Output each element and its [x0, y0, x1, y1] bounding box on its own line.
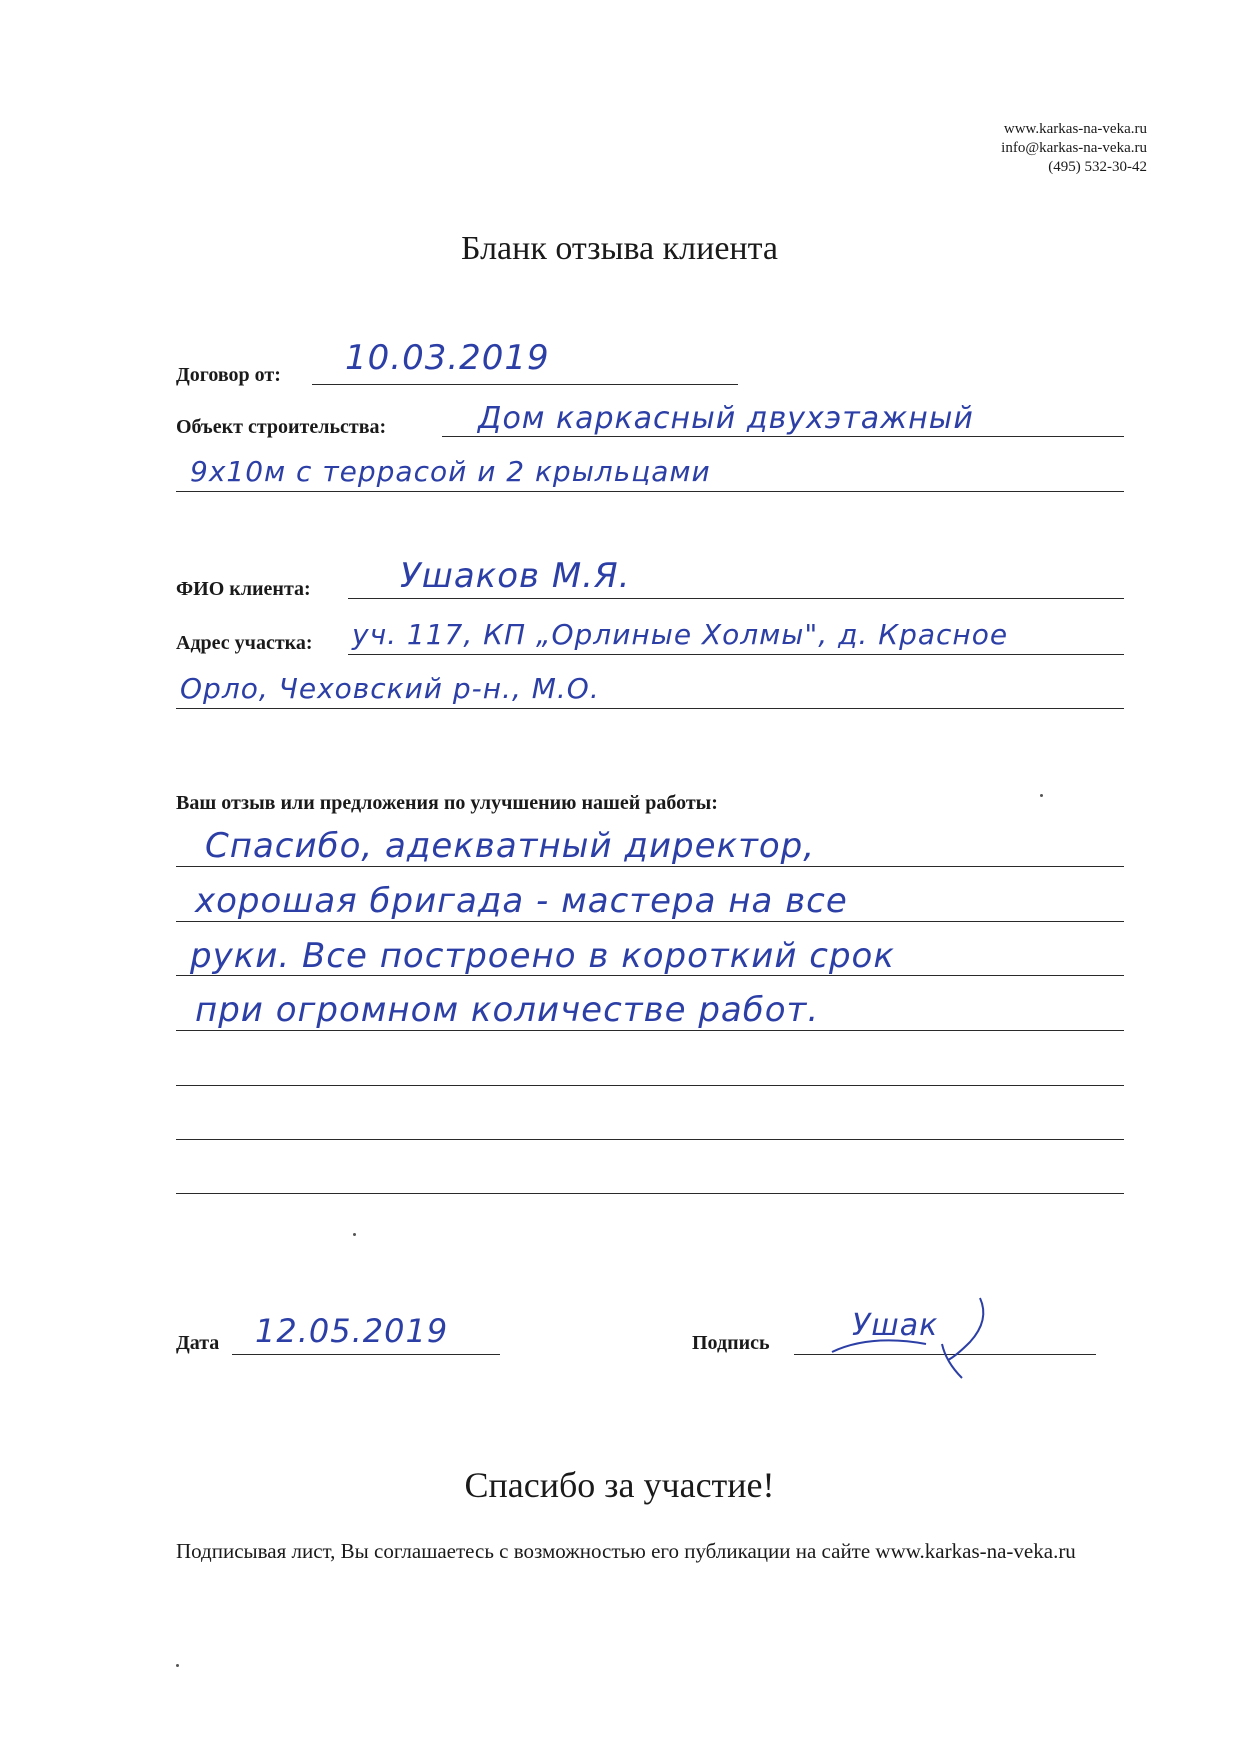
feedback-line-7 [176, 1193, 1124, 1194]
date-line [232, 1354, 500, 1355]
feedback-line-6 [176, 1139, 1124, 1140]
object-value-line2: 9х10м с террасой и 2 крыльцами [190, 455, 711, 488]
scan-speck [176, 1664, 179, 1667]
feedback-line-5 [176, 1085, 1124, 1086]
object-line-1 [442, 436, 1124, 437]
client-label: ФИО клиента: [176, 578, 311, 600]
feedback-text-line: Спасибо, адекватный директор, [205, 826, 816, 866]
client-name-value: Ушаков М.Я. [400, 556, 631, 596]
page-title: Бланк отзыва клиента [461, 230, 778, 267]
feedback-text-line: хорошая бригада - мастера на все [195, 881, 848, 921]
contact-block [1001, 120, 1147, 177]
object-label: Объект строительства: [176, 416, 387, 438]
scan-speck [1040, 794, 1043, 797]
feedback-line-2 [176, 921, 1124, 922]
client-line [348, 598, 1124, 599]
address-label: Адрес участка: [176, 632, 313, 654]
feedback-text-line: руки. Все построено в короткий срок [190, 936, 895, 976]
signature-flourish [830, 1290, 1010, 1380]
address-line-2 [176, 708, 1124, 709]
feedback-text-line: при огромном количестве работ. [195, 990, 820, 1030]
feedback-line-1 [176, 866, 1124, 867]
address-line-1 [348, 654, 1124, 655]
address-value-line2: Орло, Чеховский р-н., М.О. [180, 672, 600, 705]
address-value-line1: уч. 117, КП „Орлиные Холмы", д. Красное [352, 618, 1009, 651]
object-line-2 [176, 491, 1124, 492]
email-link: info@karkas-na-veka.ru [1001, 140, 1147, 156]
contract-date-value: 10.03.2019 [345, 338, 550, 378]
signature-label: Подпись [692, 1332, 770, 1354]
phone-number: (495) 532-30-42 [1048, 159, 1147, 175]
signature-value: Ушак [852, 1308, 939, 1343]
object-value-line1: Дом каркасный двухэтажный [478, 401, 974, 436]
feedback-label: Ваш отзыв или предложения по улучшению нашей работы: [176, 792, 718, 814]
date-label: Дата [176, 1332, 220, 1354]
website-link: www.karkas-na-veka.ru [1003, 121, 1147, 137]
scan-speck [353, 1233, 356, 1236]
publication-note: Подписывая лист, Вы соглашаетесь с возможностью его публикации на сайте www.karkas-na-veka.ru [176, 1539, 1076, 1563]
feedback-line-4 [176, 1030, 1124, 1031]
contract-line [312, 384, 738, 385]
thanks-heading: Спасибо за участие! [464, 1465, 775, 1505]
contract-label: Договор от: [176, 364, 281, 386]
date-value: 12.05.2019 [255, 1312, 449, 1350]
